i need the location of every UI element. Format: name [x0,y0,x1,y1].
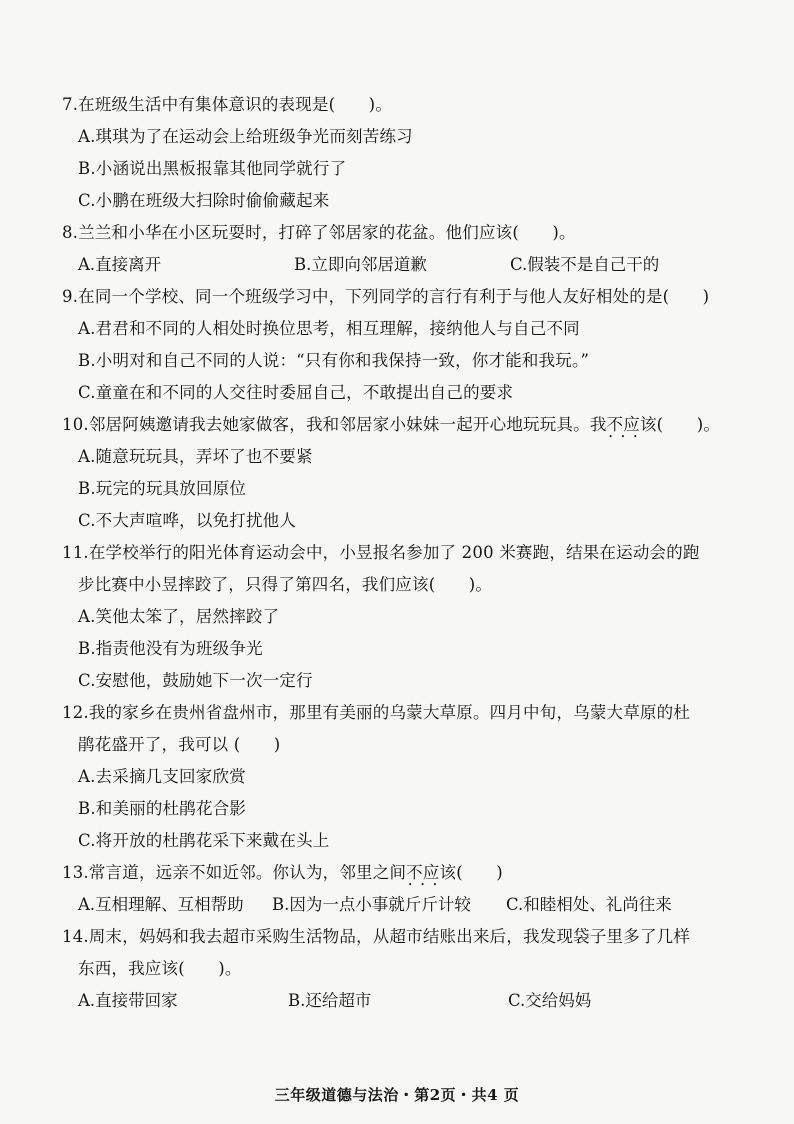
question-12-stem-line-1: 12.我的家乡在贵州省盘州市，那里有美丽的乌蒙大草原。四月中旬，乌蒙大草原的杜 [62,703,691,722]
question-8-option-a: A.直接离开 [78,255,162,274]
question-13-options [78,894,718,916]
question-12-option-b: B.和美丽的杜鹃花合影 [78,799,247,818]
question-12-option-a: A.去采摘几支回家欣赏 [78,767,246,786]
question-11-option-c: C.安慰他，鼓励她下一次一定行 [78,671,313,690]
question-8-option-c: C.假装不是自己干的 [510,255,660,274]
question-7-option-a: A.琪琪为了在运动会上给班级争光而刻苦练习 [78,127,413,146]
question-14-option-a: A.直接带回家 [78,991,178,1010]
question-10-option-c: C.不大声喧哗，以免打扰他人 [78,511,297,530]
question-10-stem-suffix: ( )。 [656,415,721,434]
question-8-option-b: B.立即向邻居道歉 [294,255,427,274]
question-10-stem-prefix: 10.邻居阿姨邀请我去她家做客，我和邻居家小妹妹一起开心地玩玩具。我 [62,415,607,434]
question-7-stem: 7.在班级生活中有集体意识的表现是( )。 [62,95,393,114]
question-7-option-b: B.小涵说出黑板报靠其他同学就行了 [78,159,347,178]
question-14-options [78,990,718,1012]
question-7-option-c: C.小鹏在班级大扫除时偷偷藏起来 [78,191,330,210]
question-10-option-a: A.随意玩玩具，弄坏了也不要紧 [78,447,313,466]
question-11-stem-line-2: 步比赛中小昱摔跤了，只得了第四名，我们应该( )。 [78,575,493,594]
question-12-option-c: C.将开放的杜鹃花采下来戴在头上 [78,831,330,850]
question-9-option-c: C.童童在和不同的人交往时委屈自己，不敢提出自己的要求 [78,383,514,402]
question-13-stem [62,862,503,884]
question-14-stem-line-1: 14.周末，妈妈和我去超市采购生活物品，从超市结账出来后，我发现袋子里多了几样 [62,927,691,946]
question-12-stem-line-2: 鹃花盛开了，我可以 ( ) [78,735,281,754]
question-10-option-b: B.玩完的玩具放回原位 [78,479,247,498]
question-9-stem: 9.在同一个学校、同一个班级学习中，下列同学的言行有利于与他人友好相处的是( ) [62,287,710,306]
question-14-option-c: C.交给妈妈 [508,991,592,1010]
question-8-stem: 8.兰兰和小华在小区玩耍时，打碎了邻居家的花盆。他们应该( )。 [62,223,576,242]
question-9-option-b: B.小明对和自己不同的人说：“只有你和我保持一致，你才能和我玩。” [78,351,590,370]
question-10-stem [62,414,720,436]
question-11-option-b: B.指责他没有为班级争光 [78,639,263,658]
question-11-stem-line-1: 11.在学校举行的阳光体育运动会中，小昱报名参加了 200 米赛跑，结果在运动会的跑 [62,543,700,562]
question-13-option-b: B.因为一点小事就斤斤计较 [272,895,471,914]
question-13-emphasis: 不应该 • • • [406,863,456,882]
question-13-option-a: A.互相理解、互相帮助 [78,895,244,914]
page-footer: 三年级道德与法治・第2页・共4 页 [274,1086,520,1104]
question-14-stem-line-2: 东西，我应该( )。 [78,959,242,978]
question-13-stem-prefix: 13.常言道，远亲不如近邻。你认为，邻里之间 [62,863,407,882]
question-11-option-a: A.笑他太笨了，居然摔跤了 [78,607,280,626]
question-8-options [78,254,718,276]
question-13-stem-suffix: ( ) [456,863,503,882]
question-9-option-a: A.君君和不同的人相处时换位思考，相互理解，接纳他人与自己不同 [78,319,580,338]
question-14-option-b: B.还给超市 [288,991,372,1010]
question-10-emphasis: 不应该 • • • [607,415,657,434]
question-13-option-c: C.和睦相处、礼尚往来 [506,895,672,914]
